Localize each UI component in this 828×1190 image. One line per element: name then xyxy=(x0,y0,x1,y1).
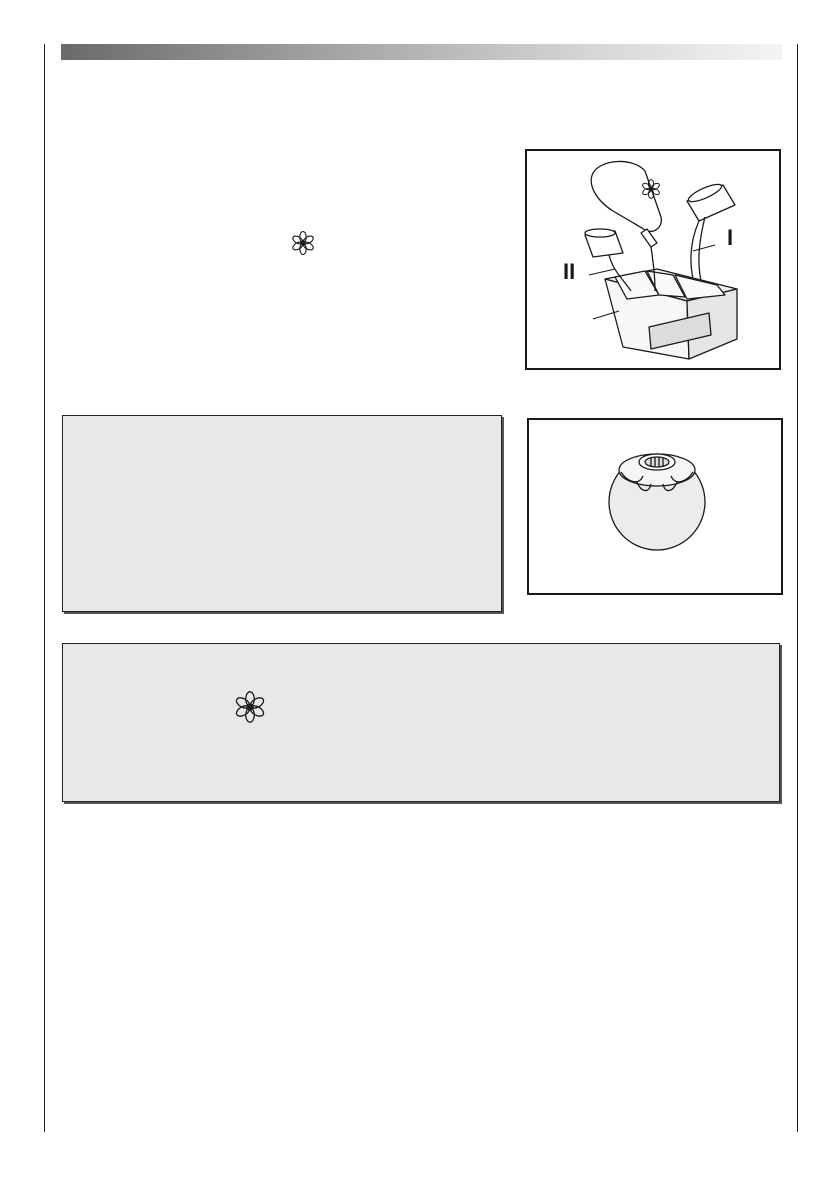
left-margin-rule xyxy=(44,44,45,1132)
info-box xyxy=(62,415,502,612)
dispenser-illustration xyxy=(527,151,779,368)
right-margin-rule xyxy=(797,44,798,1132)
header-bar xyxy=(61,44,782,60)
flower-icon xyxy=(290,230,316,256)
info-box-softener xyxy=(62,643,780,802)
dispenser-figure xyxy=(525,149,781,370)
compartment-label-main-wash: I xyxy=(727,225,734,250)
dosing-ball-icon xyxy=(529,420,781,593)
flower-icon xyxy=(233,690,267,724)
compartment-label-prewash: II xyxy=(563,259,576,284)
dosing-ball-figure xyxy=(527,418,783,595)
